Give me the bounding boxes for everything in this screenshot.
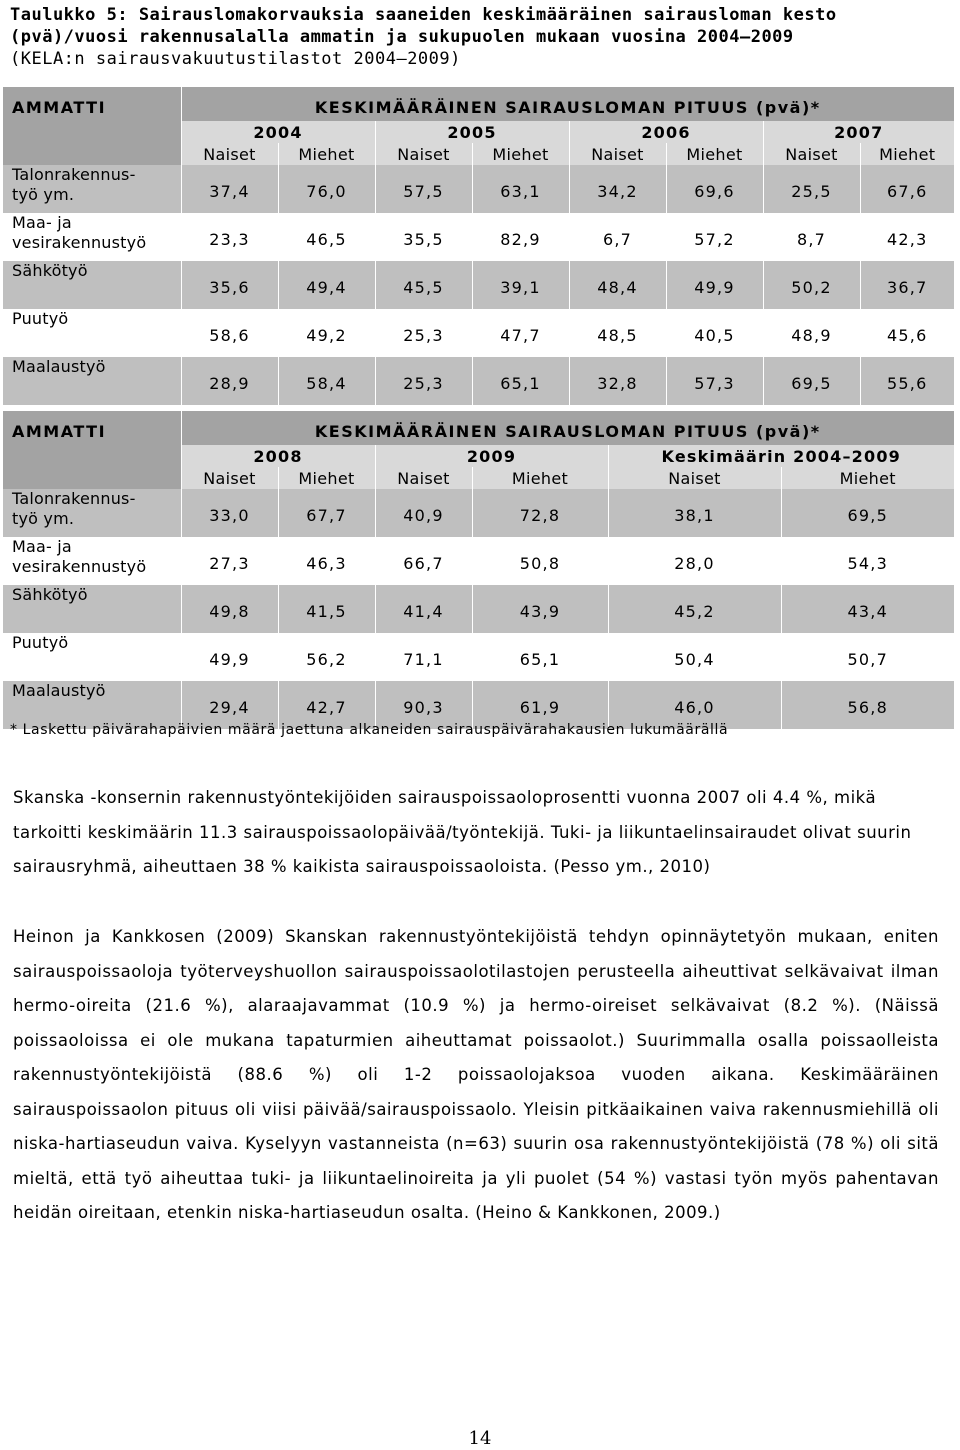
table-row bbox=[3, 213, 954, 261]
gender-header: Miehet bbox=[781, 467, 954, 489]
occupation-cell: Maa- ja vesirakennustyö bbox=[3, 213, 181, 261]
value-cell: 42,3 bbox=[860, 213, 954, 261]
value-cell: 40,5 bbox=[666, 309, 763, 357]
value-cell: 66,7 bbox=[375, 537, 472, 585]
value-cell: 33,0 bbox=[181, 489, 278, 537]
value-cell: 6,7 bbox=[569, 213, 666, 261]
value-cell: 72,8 bbox=[472, 489, 608, 537]
body-paragraph: Heinon ja Kankkosen (2009) Skanskan rakennustyöntekijöistä tehdyn opinnäytetyön mukaan, eniten sairauspoissaoloja työterveyshuollon sairauspoissaolotilastojen perusteella aiheuttivat selkävaivat ilman hermo-oireita (21.6 %), alaraajavammat (10.9 %) ja hermo-oireiset selkävaivat (8.2 %). (Näissä poissaoloissa ei ole mukana tapaturmien aiheuttamat poissaolot.) Suurimmalla osalla poissaolleista rakennustyöntekijöistä (88.6 %) oli 1-2 poissaolojaksoa vuoden aikana. Keskimääräinen sairauspoissaolon pituus oli viisi päivää/sairauspoissaolo. Yleisin pitkäaikainen vaiva rakennusmiehillä oli niska-hartiaseudun vaiva. Kyselyyn vastanneista (n=63) suurin osa rakennustyöntekijöistä (78 %) oli sitä mieltä, että työ aiheuttaa tuki- ja liikuntaelinoireita ja yli puolet (54 %) vastasi työn myös pahentavan heidän oireitaan, etenkin niska-hartiaseudun osalta. (Heino & Kankkonen, 2009.) bbox=[13, 927, 939, 1222]
occupation-cell: Talonrakennus- työ ym. bbox=[3, 489, 181, 537]
value-cell: 45,2 bbox=[608, 585, 781, 633]
gender-header: Naiset bbox=[181, 467, 278, 489]
value-cell: 25,3 bbox=[375, 309, 472, 357]
caption-line-2: (pvä)/vuosi rakennusalalla ammatin ja sukupuolen mukaan vuosina 2004–2009 bbox=[10, 27, 794, 47]
header-spacer bbox=[3, 467, 181, 489]
value-cell: 50,8 bbox=[472, 537, 608, 585]
occupation-header: AMMATTI bbox=[3, 411, 181, 445]
value-cell: 41,4 bbox=[375, 585, 472, 633]
value-cell: 25,3 bbox=[375, 357, 472, 405]
gender-header: Miehet bbox=[472, 467, 608, 489]
value-cell: 41,5 bbox=[278, 585, 375, 633]
occupation-cell: Maalaustyö bbox=[3, 681, 181, 729]
value-cell: 65,1 bbox=[472, 357, 569, 405]
value-cell: 40,9 bbox=[375, 489, 472, 537]
value-cell: 65,1 bbox=[472, 633, 608, 681]
gender-header: Naiset bbox=[375, 143, 472, 165]
value-cell: 49,9 bbox=[666, 261, 763, 309]
gender-header: Naiset bbox=[763, 143, 860, 165]
occupation-header: AMMATTI bbox=[3, 87, 181, 121]
gender-header: Miehet bbox=[666, 143, 763, 165]
occupation-cell: Talonrakennus- työ ym. bbox=[3, 165, 181, 213]
value-cell: 34,2 bbox=[569, 165, 666, 213]
value-cell: 49,9 bbox=[181, 633, 278, 681]
value-cell: 56,2 bbox=[278, 633, 375, 681]
value-cell: 49,2 bbox=[278, 309, 375, 357]
value-cell: 48,4 bbox=[569, 261, 666, 309]
value-cell: 55,6 bbox=[860, 357, 954, 405]
gender-header: Naiset bbox=[608, 467, 781, 489]
value-cell: 67,7 bbox=[278, 489, 375, 537]
header-spacer bbox=[3, 445, 181, 467]
body-paragraph: Skanska -konsernin rakennustyöntekijöiden sairauspoissaoloprosentti vuonna 2007 oli 4.4 %, mikä tarkoitti keskimäärin 11.3 sairauspoissaolopäivää/työntekijä. Tuki- ja liikuntaelinsairaudet olivat suurin sairausryhmä, aiheuttaen 38 % kaikista sairauspoissaoloista. (Pesso ym., 2010) bbox=[13, 788, 912, 876]
value-cell: 71,1 bbox=[375, 633, 472, 681]
value-cell: 50,2 bbox=[763, 261, 860, 309]
value-cell: 36,7 bbox=[860, 261, 954, 309]
value-cell: 28,0 bbox=[608, 537, 781, 585]
occupation-cell: Puutyö bbox=[3, 309, 181, 357]
year-header: 2006 bbox=[569, 121, 763, 143]
value-cell: 27,3 bbox=[181, 537, 278, 585]
value-cell: 35,5 bbox=[375, 213, 472, 261]
value-cell: 47,7 bbox=[472, 309, 569, 357]
header-spacer bbox=[3, 143, 181, 165]
value-cell: 63,1 bbox=[472, 165, 569, 213]
occupation-cell: Sähkötyö bbox=[3, 585, 181, 633]
value-cell: 35,6 bbox=[181, 261, 278, 309]
value-cell: 45,5 bbox=[375, 261, 472, 309]
occupation-cell: Puutyö bbox=[3, 633, 181, 681]
year-header: 2005 bbox=[375, 121, 569, 143]
table-row bbox=[3, 537, 954, 585]
value-cell: 82,9 bbox=[472, 213, 569, 261]
table-row bbox=[3, 585, 954, 633]
value-cell: 49,4 bbox=[278, 261, 375, 309]
value-cell: 50,7 bbox=[781, 633, 954, 681]
table-title: KESKIMÄÄRÄINEN SAIRAUSLOMAN PITUUS (pvä)* bbox=[181, 411, 954, 445]
value-cell: 32,8 bbox=[569, 357, 666, 405]
year-header: 2007 bbox=[763, 121, 954, 143]
value-cell: 58,4 bbox=[278, 357, 375, 405]
value-cell: 76,0 bbox=[278, 165, 375, 213]
table-row bbox=[3, 261, 954, 309]
average-header: Keskimäärin 2004–2009 bbox=[608, 445, 954, 467]
sick-leave-table-2004-2007 bbox=[3, 87, 954, 405]
value-cell: 23,3 bbox=[181, 213, 278, 261]
value-cell: 50,4 bbox=[608, 633, 781, 681]
table-caption bbox=[10, 4, 950, 70]
gender-header: Naiset bbox=[569, 143, 666, 165]
gender-header: Naiset bbox=[181, 143, 278, 165]
value-cell: 54,3 bbox=[781, 537, 954, 585]
value-cell: 8,7 bbox=[763, 213, 860, 261]
value-cell: 37,4 bbox=[181, 165, 278, 213]
table-footnote: * Laskettu päivärahapäivien määrä jaettuna alkaneiden sairauspäivärahakausien lukumäärällä bbox=[10, 722, 729, 738]
value-cell: 49,8 bbox=[181, 585, 278, 633]
value-cell: 57,5 bbox=[375, 165, 472, 213]
caption-line-1: Taulukko 5: Sairauslomakorvauksia saaneiden keskimääräinen sairausloman kesto bbox=[10, 5, 837, 25]
table-row bbox=[3, 309, 954, 357]
value-cell: 69,5 bbox=[781, 489, 954, 537]
value-cell: 48,5 bbox=[569, 309, 666, 357]
year-header: 2009 bbox=[375, 445, 608, 467]
value-cell: 67,6 bbox=[860, 165, 954, 213]
value-cell: 25,5 bbox=[763, 165, 860, 213]
value-cell: 90,3 bbox=[375, 681, 472, 729]
table-row bbox=[3, 489, 954, 537]
caption-line-3: (KELA:n sairausvakuutustilastot 2004–2009) bbox=[10, 49, 461, 69]
occupation-cell: Maalaustyö bbox=[3, 357, 181, 405]
occupation-cell: Sähkötyö bbox=[3, 261, 181, 309]
year-header: 2008 bbox=[181, 445, 375, 467]
value-cell: 42,7 bbox=[278, 681, 375, 729]
header-spacer bbox=[3, 121, 181, 143]
sick-leave-table-2008-2009 bbox=[3, 411, 954, 729]
value-cell: 57,2 bbox=[666, 213, 763, 261]
value-cell: 46,0 bbox=[608, 681, 781, 729]
table-row bbox=[3, 357, 954, 405]
table-row bbox=[3, 165, 954, 213]
value-cell: 29,4 bbox=[181, 681, 278, 729]
value-cell: 46,5 bbox=[278, 213, 375, 261]
value-cell: 56,8 bbox=[781, 681, 954, 729]
gender-header: Miehet bbox=[472, 143, 569, 165]
value-cell: 58,6 bbox=[181, 309, 278, 357]
value-cell: 48,9 bbox=[763, 309, 860, 357]
value-cell: 45,6 bbox=[860, 309, 954, 357]
value-cell: 61,9 bbox=[472, 681, 608, 729]
value-cell: 43,4 bbox=[781, 585, 954, 633]
occupation-cell: Maa- ja vesirakennustyö bbox=[3, 537, 181, 585]
value-cell: 38,1 bbox=[608, 489, 781, 537]
value-cell: 43,9 bbox=[472, 585, 608, 633]
table-title: KESKIMÄÄRÄINEN SAIRAUSLOMAN PITUUS (pvä)* bbox=[181, 87, 954, 121]
value-cell: 69,6 bbox=[666, 165, 763, 213]
year-header: 2004 bbox=[181, 121, 375, 143]
value-cell: 46,3 bbox=[278, 537, 375, 585]
value-cell: 39,1 bbox=[472, 261, 569, 309]
value-cell: 69,5 bbox=[763, 357, 860, 405]
value-cell: 28,9 bbox=[181, 357, 278, 405]
gender-header: Miehet bbox=[278, 143, 375, 165]
table-row bbox=[3, 633, 954, 681]
gender-header: Miehet bbox=[278, 467, 375, 489]
gender-header: Miehet bbox=[860, 143, 954, 165]
gender-header: Naiset bbox=[375, 467, 472, 489]
value-cell: 57,3 bbox=[666, 357, 763, 405]
page-number: 14 bbox=[468, 1428, 492, 1449]
